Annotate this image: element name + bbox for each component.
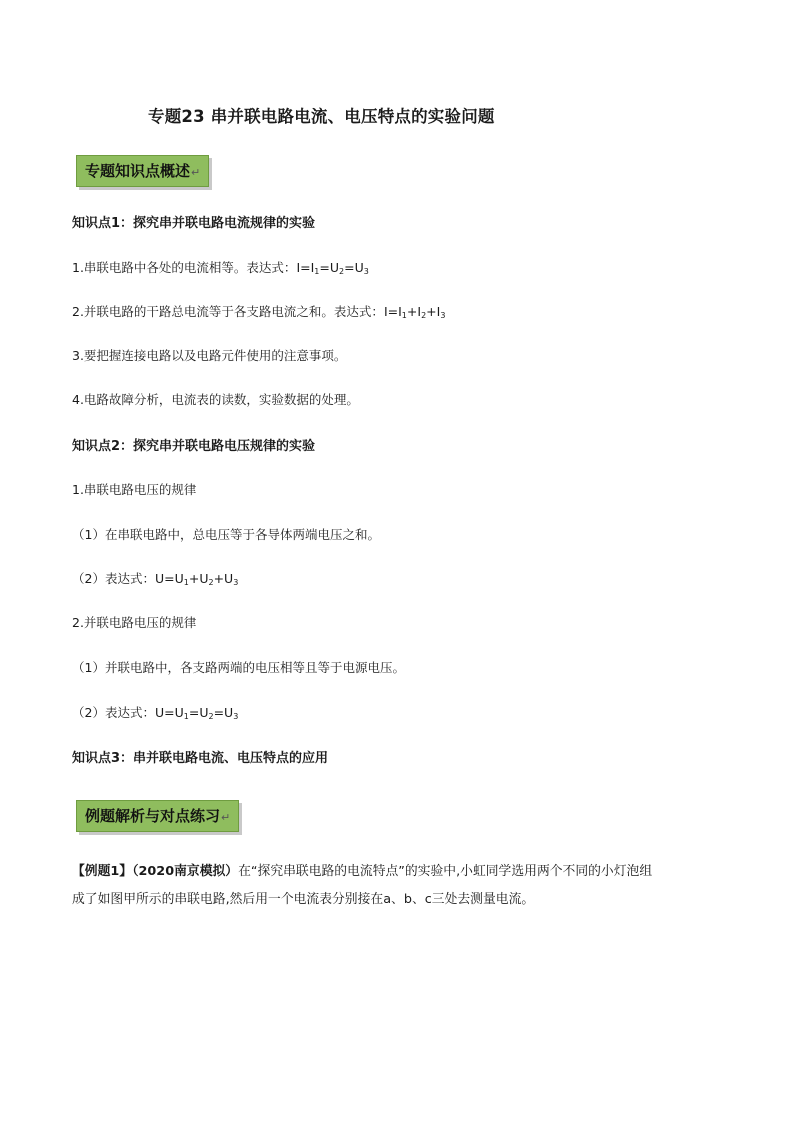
- example-tag: 【例题1】: [72, 864, 133, 879]
- return-mark-icon: ↵: [221, 811, 231, 824]
- kp2-series-item-2: （2）表达式：$U=U_1+U_2+U_3$: [72, 571, 239, 587]
- section-header-examples: [76, 800, 239, 832]
- kp1-line-1-text: 1.串联电路中各处的电流相等。表达式：: [72, 260, 297, 275]
- kp2-parallel-item-2: （2）表达式：$U=U_1=U_2=U_3$: [72, 705, 239, 721]
- knowledge-point-3-heading: 知识点3：串并联电路电流、电压特点的应用: [72, 751, 329, 766]
- knowledge-point-1-heading: 知识点1：探究串并联电路电流规律的实验: [72, 216, 316, 231]
- kp1-line-2-text: 2.并联电路的干路总电流等于各支路电流之和。表达式：: [72, 304, 384, 319]
- kp2-series-item-1: （1）在串联电路中，总电压等于各导体两端电压之和。: [72, 527, 380, 542]
- kp2-parallel-title: 2.并联电路电压的规律: [72, 615, 197, 630]
- knowledge-point-2-heading: 知识点2：探究串并联电路电压规律的实验: [72, 439, 316, 454]
- example-text-1: 在“探究串联电路的电流特点”的实验中,小虹同学选用两个不同的小灯泡组: [238, 864, 653, 879]
- section-header-label: 例题解析与对点练习: [85, 807, 221, 825]
- section-header-overview: [76, 155, 209, 187]
- kp2-parallel-item-1: （1）并联电路中，各支路两端的电压相等且等于电源电压。: [72, 660, 405, 675]
- kp1-line-3: 3.要把握连接电路以及电路元件使用的注意事项。: [72, 348, 347, 363]
- kp2-series-title: 1.串联电路电压的规律: [72, 482, 197, 497]
- return-mark-icon: ↵: [191, 166, 201, 179]
- example-1-line-2: 成了如图甲所示的串联电路,然后用一个电流表分别接在a、b、c三处去测量电流。: [72, 892, 535, 907]
- example-source: （2020南京模拟）: [132, 864, 239, 879]
- formula-series-voltage: $U=U_1+U_2+U_3$: [154, 571, 239, 587]
- kp1-line-1: [72, 258, 369, 276]
- kp1-line-4: 4.电路故障分析，电流表的读数，实验数据的处理。: [72, 392, 359, 407]
- formula-parallel-voltage: $U=U_1=U_2=U_3$: [154, 705, 239, 721]
- document-title: 专题23 串并联电路电流、电压特点的实验问题: [148, 107, 495, 126]
- kp1-line-2: [72, 302, 445, 320]
- formula-parallel-current: $I=I_1+I_2+I_3$: [383, 304, 446, 320]
- formula-series-current: $I=I_1=U_2=U_3$: [296, 260, 369, 276]
- section-header-label: 专题知识点概述: [85, 162, 191, 180]
- example-1-line-1: [72, 860, 652, 879]
